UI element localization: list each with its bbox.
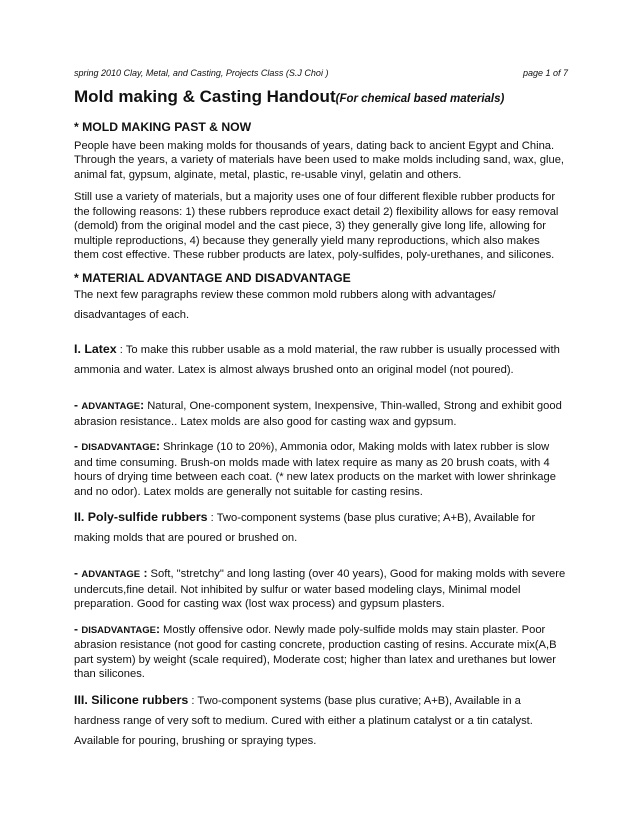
- page-number: page 1 of 7: [522, 68, 568, 78]
- disadvantage-label: DISADVANTAGE: [81, 442, 156, 453]
- title-subtitle: (For chemical based materials): [335, 93, 505, 105]
- latex-intro: I. Latex : To make this rubber usable as a mold material, the raw rubber is usually processed with ammonia and water. Latex is almost always brushed onto an original model (not poured).: [74, 342, 560, 376]
- polysulfide-title: II. Poly-sulfide rubbers: [74, 510, 208, 524]
- latex-disadvantage: - DISADVANTAGE: Shrinkage (10 to 20%), Ammonia odor, Making molds with latex rubber is slow and time consuming. Brush-on molds made with latex require as many as 20 brush coats, with 4 hours of drying time between each coat. (* new latex products on the market with lower shrinkage and no odor). Latex molds are generally not suitable for casting resins.: [74, 439, 556, 498]
- running-header: [74, 68, 568, 78]
- advantage-label: ADVANTAGE: [81, 401, 141, 412]
- polysulfide-advantage: - ADVANTAGE : Soft, "stretchy" and long lasting (over 40 years), Good for making molds with severe undercuts,fine detail. Not inhibited by sulfur or water based modeling clays, Minimal model preparation. Good for casting wax (lost wax process) and gypsum plasters.: [74, 566, 566, 610]
- polysulfide-disadvantage: - DISADVANTAGE: Mostly offensive odor. Newly made poly-sulfide molds may stain plaster. Poor abrasion resistance (not good for casting concrete, production casting of resins. Accurate mix(A,B part system) by weight (scale required), Moderate cost; higher than latex and urethanes but lower than silicones.: [74, 621, 557, 680]
- disadvantage-label: DISADVANTAGE: [81, 624, 156, 636]
- paragraph: Still use a variety of materials, but a majority uses one of four different flexible rubber products for the following reasons: 1) these rubbers reproduce exact detail 2) flexibility allows for easy removal (demold) from the original model and the cast piece, 3) they generally give long life, allowing for multiple reproductions, 4) because they generally yield many reproductions, which also makes them cost effective. These rubber products are latex, poly-sulfides, poly-urethanes, and silicones.: [74, 191, 559, 261]
- latex-title: I. Latex: [74, 342, 117, 356]
- silicone-title: III. Silicone rubbers: [74, 692, 189, 707]
- polysulfide-intro: II. Poly-sulfide rubbers : Two-component systems (base plus curative; A+B), Available for making molds that are poured or brushed on.: [74, 510, 536, 544]
- document-title: [74, 84, 574, 112]
- course-info: spring 2010 Clay, Metal, and Casting, Projects Class (S.J Choi ): [74, 68, 329, 78]
- advantage-label: ADVANTAGE: [81, 569, 141, 580]
- paragraph: The next few paragraphs review these common mold rubbers along with advantages/ disadvantages of each.: [74, 289, 496, 321]
- title-main: Mold making & Casting Handout: [74, 87, 336, 106]
- latex-advantage: - ADVANTAGE: Natural, One-component system, Inexpensive, Thin-walled, Strong and exhibit good abrasion resistance.. Latex molds are also good for casting wax and gypsum.: [74, 398, 562, 428]
- silicone-intro: III. Silicone rubbers : Two-component systems (base plus curative; A+B), Available in a hardness range of very soft to medium. Cured with either a platinum catalyst or a tin catalyst. Available for pouring, brushing or spraying types.: [74, 692, 533, 747]
- document-body: [74, 120, 566, 751]
- section-heading-advantage: * MATERIAL ADVANTAGE AND DISADVANTAGE: [74, 270, 351, 285]
- section-heading-past-now: * MOLD MAKING PAST & NOW: [74, 120, 252, 134]
- paragraph: People have been making molds for thousands of years, dating back to ancient Egypt and China. Through the years, a variety of materials have been used to make molds including sand, wax, glue, animal fat, gypsum, alginate, metal, plastic, re-usable vinyl, gelatin and others.: [74, 139, 565, 181]
